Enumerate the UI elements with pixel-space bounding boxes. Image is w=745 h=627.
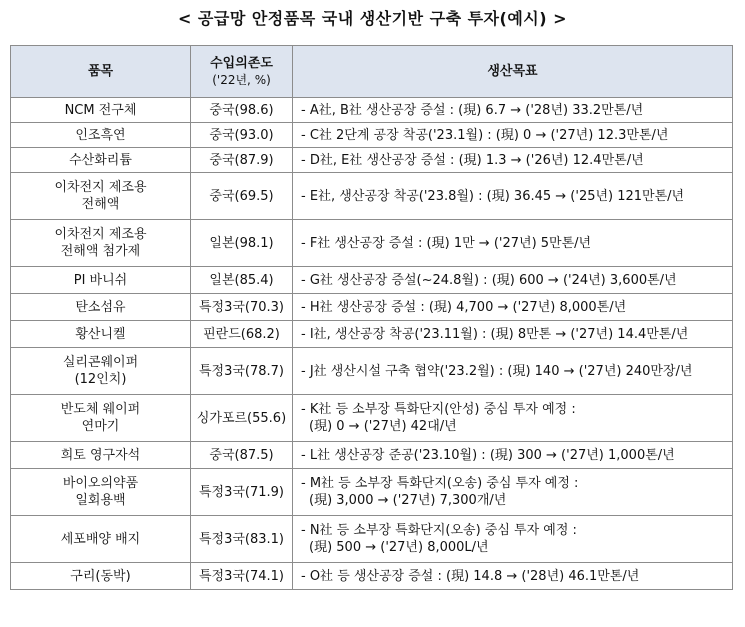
item-name: 구리(동박)	[70, 568, 131, 584]
goal-line: - C社 2단계 공장 착공('23.1월) : (現) 0 → ('27년) 12.3만톤/년	[301, 127, 669, 143]
item-name: 이차전지 제조용	[54, 180, 147, 195]
item-name: 탄소섬유	[75, 299, 126, 315]
table-row	[11, 516, 733, 563]
goal-cell	[293, 563, 733, 590]
goal-cell	[293, 321, 733, 348]
item-name: 이차전지 제조용	[54, 227, 147, 242]
item-name: NCM 전구체	[64, 102, 137, 118]
goal-line: - F社 생산공장 증설 : (現) 1만 → ('27년) 5만톤/년	[301, 235, 592, 251]
header-goal: 생산목표	[293, 46, 733, 98]
table-row	[11, 220, 733, 267]
item-cell	[11, 469, 191, 516]
item-cell	[11, 148, 191, 173]
header-dependency-sub: ('22년, %)	[212, 72, 271, 87]
dependency-cell: 특정3국(70.3)	[191, 294, 293, 321]
item-cell	[11, 563, 191, 590]
goal-cell	[293, 148, 733, 173]
dependency-cell: 특정3국(71.9)	[191, 469, 293, 516]
dependency-cell: 일본(98.1)	[191, 220, 293, 267]
goal-cell	[293, 442, 733, 469]
table-row	[11, 442, 733, 469]
goal-cell	[293, 267, 733, 294]
goal-cell	[293, 173, 733, 220]
item-name: 실리콘웨이퍼	[62, 355, 139, 370]
table-row	[11, 173, 733, 220]
dependency-cell: 중국(87.5)	[191, 442, 293, 469]
item-cell	[11, 267, 191, 294]
dependency-cell: 핀란드(68.2)	[191, 321, 293, 348]
item-cell	[11, 173, 191, 220]
header-dependency-label: 수입의존도	[210, 55, 273, 71]
item-cell	[11, 220, 191, 267]
table-row	[11, 469, 733, 516]
item-name: 인조흑연	[75, 127, 126, 143]
item-name: 수산화리튬	[69, 152, 132, 168]
goal-cell	[293, 516, 733, 563]
table-row	[11, 148, 733, 173]
item-name: 희토 영구자석	[60, 447, 141, 463]
dependency-cell: 싱가포르(55.6)	[191, 395, 293, 442]
goal-line: - I社, 생산공장 착공('23.11월) : (現) 8만톤 → ('27년) 14.4만톤/년	[301, 326, 689, 342]
table-row	[11, 294, 733, 321]
goal-cell	[293, 395, 733, 442]
goal-line: (現) 500 → ('27년) 8,000L/년	[309, 540, 489, 555]
dependency-cell: 일본(85.4)	[191, 267, 293, 294]
goal-line: - E社, 생산공장 착공('23.8월) : (現) 36.45 → ('25년) 121만톤/년	[301, 188, 685, 204]
item-name: 세포배양 배지	[60, 531, 141, 547]
item-cell	[11, 516, 191, 563]
goal-cell	[293, 98, 733, 123]
goal-line: - M社 등 소부장 특화단지(오송) 중심 투자 예정 :	[301, 476, 579, 491]
header-dependency	[191, 46, 293, 98]
item-cell	[11, 294, 191, 321]
dependency-cell: 중국(87.9)	[191, 148, 293, 173]
goal-line: - J社 생산시설 구축 협약('23.2월) : (現) 140 → ('27년) 240만장/년	[301, 363, 693, 379]
dependency-cell: 특정3국(83.1)	[191, 516, 293, 563]
item-name: 바이오의약품	[62, 476, 139, 491]
goal-line: - K社 등 소부장 특화단지(안성) 중심 투자 예정 :	[301, 402, 576, 417]
goal-cell	[293, 220, 733, 267]
table-row	[11, 563, 733, 590]
goal-line: (現) 0 → ('27년) 42대/년	[309, 419, 457, 434]
item-name: (12인치)	[74, 372, 127, 387]
table-row	[11, 123, 733, 148]
dependency-cell: 중국(93.0)	[191, 123, 293, 148]
goal-line: - L社 생산공장 준공('23.10월) : (現) 300 → ('27년) 1,000톤/년	[301, 447, 675, 463]
goal-cell	[293, 123, 733, 148]
goal-line: - D社, E社 생산공장 증설 : (現) 1.3 → ('26년) 12.4만톤/년	[301, 152, 644, 168]
dependency-cell: 특정3국(74.1)	[191, 563, 293, 590]
table-body	[11, 98, 733, 590]
table-row	[11, 98, 733, 123]
goal-cell	[293, 348, 733, 395]
item-cell	[11, 98, 191, 123]
header-item: 품목	[11, 46, 191, 98]
table-row	[11, 267, 733, 294]
item-name: 황산니켈	[75, 326, 126, 342]
dependency-cell: 중국(69.5)	[191, 173, 293, 220]
item-cell	[11, 442, 191, 469]
item-cell	[11, 395, 191, 442]
item-cell	[11, 123, 191, 148]
item-cell	[11, 348, 191, 395]
dependency-cell: 특정3국(78.7)	[191, 348, 293, 395]
item-name: PI 바니쉬	[73, 272, 128, 288]
goal-line: - H社 생산공장 증설 : (現) 4,700 → ('27년) 8,000톤/년	[301, 299, 627, 315]
item-cell	[11, 321, 191, 348]
header-row	[11, 46, 733, 98]
goal-line: - O社 등 생산공장 증설 : (現) 14.8 → ('28년) 46.1만톤/년	[301, 568, 640, 584]
table-row	[11, 321, 733, 348]
table-row	[11, 395, 733, 442]
page-title: < 공급망 안정품목 국내 생산기반 구축 투자(예시) >	[177, 9, 568, 28]
item-name: 연마기	[81, 419, 120, 434]
goal-line: - N社 등 소부장 특화단지(오송) 중심 투자 예정 :	[301, 523, 577, 538]
goal-line: (現) 3,000 → ('27년) 7,300개/년	[309, 493, 507, 508]
investment-table	[10, 45, 733, 590]
item-name: 일회용백	[75, 493, 126, 508]
goal-cell	[293, 294, 733, 321]
goal-line: - A社, B社 생산공장 증설 : (現) 6.7 → ('28년) 33.2만톤/년	[301, 102, 644, 118]
dependency-cell: 중국(98.6)	[191, 98, 293, 123]
goal-line: - G社 생산공장 증설(~24.8월) : (現) 600 → ('24년) 3,600톤/년	[301, 272, 677, 288]
table-row	[11, 348, 733, 395]
goal-cell	[293, 469, 733, 516]
item-name: 전해액	[81, 197, 120, 212]
item-name: 전해액 첨가제	[60, 244, 141, 259]
item-name: 반도체 웨이퍼	[60, 402, 141, 417]
